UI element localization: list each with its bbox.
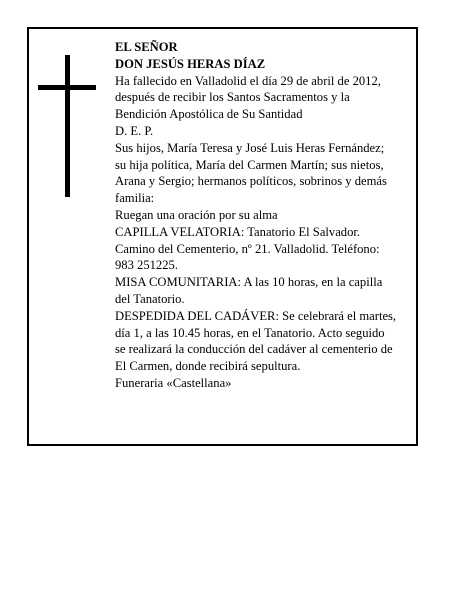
cross-horizontal-bar (38, 85, 96, 90)
deceased-title: EL SEÑOR (115, 40, 178, 54)
notice-line: CAPILLA VELATORIA: Tanatorio El Salvador. (115, 224, 361, 239)
notice-line: día 1, a las 10.45 horas, en el Tanatorio. Acto seguido (115, 325, 385, 340)
notice-line: DESPEDIDA DEL CADÁVER: Se celebrará el martes, (115, 308, 397, 323)
notice-line: Arana y Sergio; hermanos políticos, sobrinos y demás (115, 174, 387, 189)
notice-line: Bendición Apostólica de Su Santidad (115, 107, 303, 122)
notice-line: después de recibir los Santos Sacramentos y la (115, 90, 350, 105)
notice-line: MISA COMUNITARIA: A las 10 horas, en la capilla (115, 275, 383, 290)
notice-line: 983 251225. (115, 258, 178, 273)
notice-line: Funeraria «Castellana» (115, 375, 232, 390)
notice-line: familia: (115, 191, 155, 206)
notice-line: Sus hijos, María Teresa y José Luis Heras Fernández; (115, 140, 385, 155)
notice-line: del Tanatorio. (115, 291, 185, 306)
notice-line: Ruegan una oración por su alma (115, 207, 278, 222)
notice-line: se realizará la conducción del cadáver al cementerio de (115, 342, 393, 357)
notice-line: su hija política, María del Carmen Martín; sus nietos, (115, 157, 384, 172)
notice-line: D. E. P. (115, 123, 154, 138)
cross-icon (38, 55, 96, 197)
notice-text-block (115, 39, 410, 392)
notice-line: Ha fallecido en Valladolid el día 29 de abril de 2012, (115, 73, 381, 88)
deceased-name: DON JESÚS HERAS DÍAZ (115, 56, 266, 71)
notice-line: El Carmen, donde recibirá sepultura. (115, 359, 301, 374)
notice-line: Camino del Cementerio, nº 21. Valladolid. Teléfono: (115, 241, 380, 256)
cross-vertical-bar (65, 55, 70, 197)
